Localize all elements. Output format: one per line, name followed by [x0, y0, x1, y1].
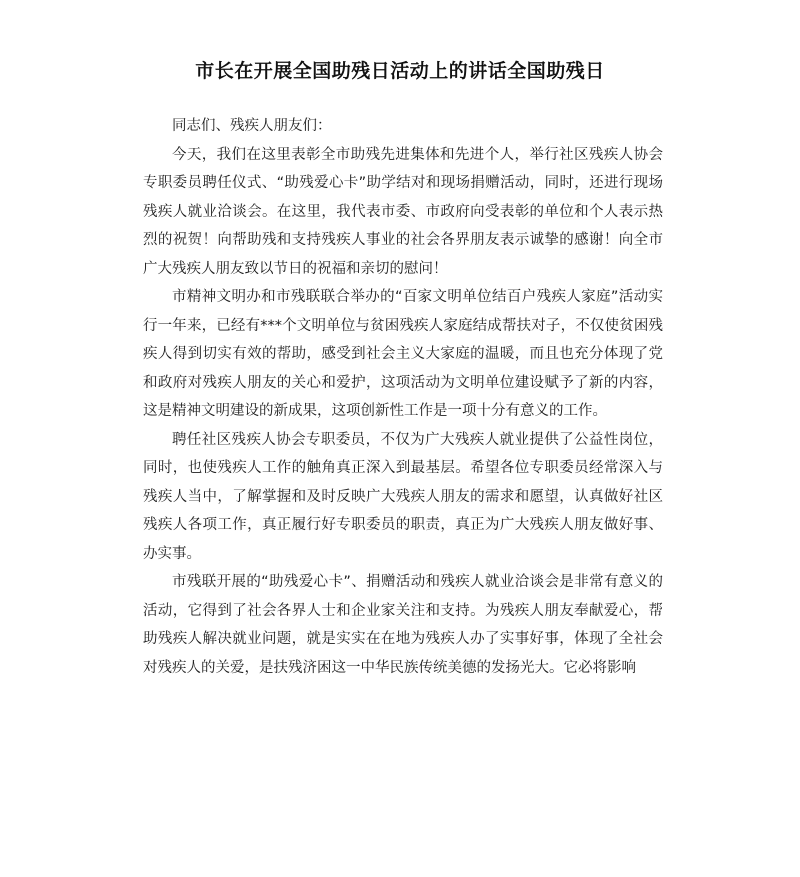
salutation: 同志们、残疾人朋友们： [172, 118, 332, 134]
paragraph-2: 市精神文明办和市残联联合举办的“百家文明单位结百户残疾人家庭”活动实行一年来，已经有***个文明单位与贫困残疾人家庭结成帮扶对子，不仅使贫困残疾人得到切实有效的帮助，感受到社会主义大家庭的温暖，而且也充分体现了党和政府对残疾人朋友的关心和爱护，这项活动为文明单位建设赋予了新的内容，这是精神文明建设的新成果，这项创新性工作是一项十分有意义的工作。 [143, 289, 663, 419]
paragraph-1: 今天，我们在这里表彰全市助残先进集体和先进个人，举行社区残疾人协会专职委员聘任仪式、“助残爱心卡”助学结对和现场捐赠活动，同时，还进行现场残疾人就业洽谈会。在这里，我代表市委、市政府向受表彰的单位和个人表示热烈的祝贺！向帮助残和支持残疾人事业的社会各界朋友表示诚挚的感谢！向全市广大残疾人朋友致以节日的祝福和亲切的慰问！ [143, 146, 663, 277]
document-title: 市长在开展全国助残日活动上的讲话全国助残日 [195, 60, 605, 82]
paragraph-3: 聘任社区残疾人协会专职委员，不仅为广大残疾人就业提供了公益性岗位，同时，也使残疾人工作的触角真正深入到最基层。希望各位专职委员经常深入与残疾人当中，了解掌握和及时反映广大残疾人朋友的需求和愿望，认真做好社区残疾人各项工作，真正履行好专职委员的职责，真正为广大残疾人朋友做好事、办实事。 [143, 431, 663, 562]
paragraph-4: 市残联开展的“助残爱心卡”、捐赠活动和残疾人就业洽谈会是非常有意义的活动，它得到了社会各界人士和企业家关注和支持。为残疾人朋友奉献爱心，帮助残疾人解决就业问题，就是实实在在地为残疾人办了实事好事，体现了全社会对残疾人的关爱，是扶残济困这一中华民族传统美德的发扬光大。它必将影响 [143, 574, 663, 676]
document-body [143, 112, 663, 682]
